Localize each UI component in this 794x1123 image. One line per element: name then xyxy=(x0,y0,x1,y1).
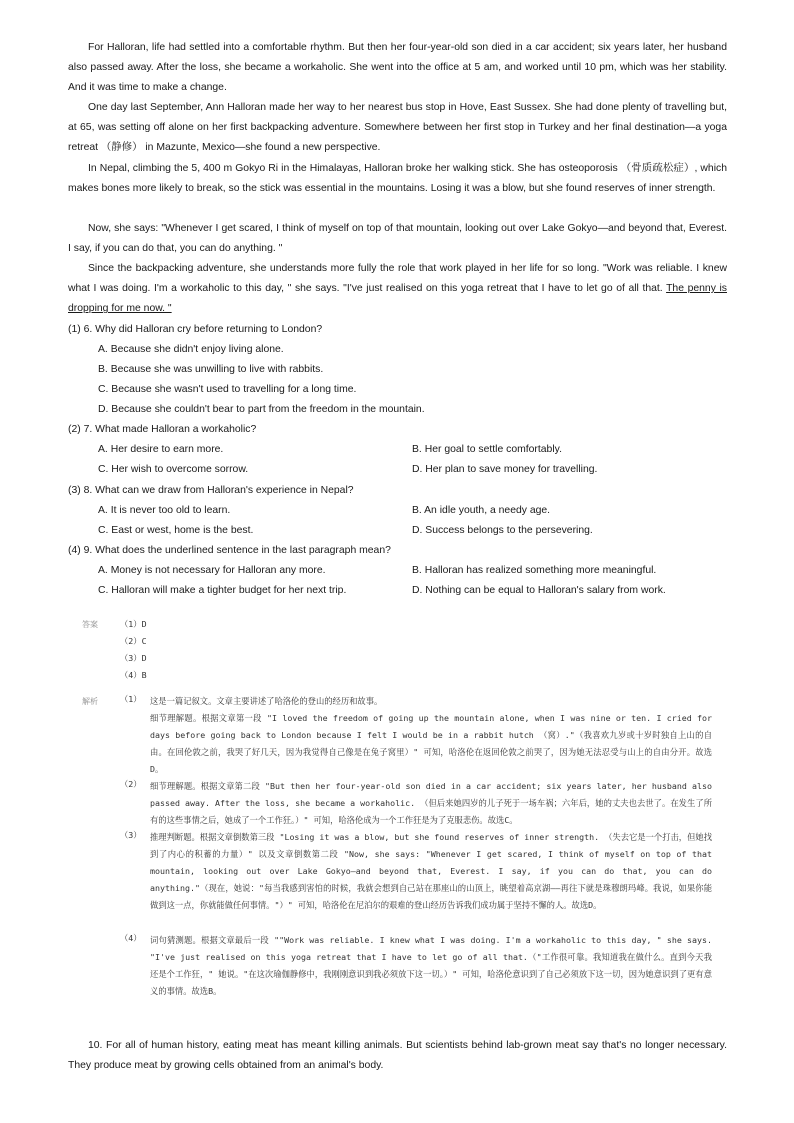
analysis-1-body xyxy=(150,693,712,778)
question-10-passage: 10. For all of human history, eating meat has meant killing animals. But scientists behind lab-grown meat say that's no longer necessary. They produce meat by growing cells obtained from an animal's body. xyxy=(68,1040,727,1072)
question-8-stem: (3) 8. What can we draw from Halloran's experience in Nepal? xyxy=(68,485,354,496)
question-8-option-d: D. Success belongs to the persevering. xyxy=(412,525,593,536)
analysis-4-body xyxy=(150,932,712,1000)
answer-4: （4）B xyxy=(120,670,147,680)
analysis-3-line-1: 推理判断题。根据文章倒数第三段 "Losing it was a blow, but she found reserves of inner strength. （失去它是一个打击，但她找到了内心的积蓄的力量）" 以及文章倒数第二段 "Now, she says: "Whenever I get scared, I think of myself on top of that mountain, looking out over Lake Gokyo—and beyond that, Everest. I say, if you can do that, you can do anything."（现在，她说："每当我感到害怕的时候，我就会想到自己站在那座山的山顶上，眺望着高京湖——再往下就是珠穆朗玛峰。我说，如果你能做到这一点，你就能做任何事情。"）" 可知，哈洛伦在尼泊尔的艰难的登山经历告诉我们成功属于坚持不懈的人。故选D。 xyxy=(150,832,712,910)
analysis-label: 解析 xyxy=(82,697,98,706)
analysis-4-number: （4） xyxy=(120,933,142,943)
answer-label: 答案 xyxy=(82,620,98,629)
question-7-stem: (2) 7. What made Halloran a workaholic? xyxy=(68,424,257,435)
analysis-2-line-1: 细节理解题。根据文章第二段 "But then her four-year-old son died in a car accident; six years later, her husband also passed away. After the loss, she became a workaholic. （但后来她四岁的儿子死于一场车祸；六年后，她的丈夫也去世了。在发生了所有的这些事情之后，她成了一个工作狂。）" 可知，哈洛伦成为一个工作狂是为了克服悲伤。故选C。 xyxy=(150,781,712,825)
question-8-option-a: A. It is never too old to learn. xyxy=(98,505,231,516)
analysis-4-line-1: 词句猜测题。根据文章最后一段 ""Work was reliable. I knew what I was doing. I'm a workaholic to this day, " she says. "I've just realised on this yoga retreat that I have to let go of all that.（"工作很可靠。我知道我在做什么。直到今天我还是个工作狂，" 她说。"在这次瑜伽静修中，我刚刚意识到我必须放下这一切。）" 可知，哈洛伦意识到了自己必须放下这一切，因为她意识到了更有意义的事情。故选B。 xyxy=(150,935,712,996)
question-7-option-c: C. Her wish to overcome sorrow. xyxy=(98,464,249,475)
passage-paragraph-2: One day last September, Ann Halloran made her way to her nearest bus stop in Hove, East Sussex. She had done plenty of travelling but, at 65, was setting off alone on her first backpacking adventure. Somewhere between her first stop in Turkey and her final destination—a yoga retreat （静修） in Mazunte, Mexico—she found a new perspective. xyxy=(68,102,727,154)
passage-paragraph-5 xyxy=(68,259,727,320)
paragraph-5-text: Since the backpacking adventure, she understands more fully the role that work played in her life for so long. "Work was reliable. I knew what I was doing. I'm a workaholic to this day, " she says. "I've just realised on this yoga retreat that I have to let go of all that. xyxy=(68,263,727,295)
question-8-option-c: C. East or west, home is the best. xyxy=(98,525,254,536)
answer-2: （2）C xyxy=(120,636,147,646)
question-6-option-b: B. Because she was unwilling to live with rabbits. xyxy=(98,364,324,375)
underlined-sentence: The penny is dropping for me now. " xyxy=(68,283,727,315)
passage-paragraph-3: In Nepal, climbing the 5, 400 m Gokyo Ri in the Himalayas, Halloran broke her walking stick. She has osteoporosis （骨质疏松症）, which makes bones more likely to break, so the stick was essential in the mountains. Losing it was a blow, but she found reserves of inner strength. xyxy=(68,163,727,195)
analysis-2-number: （2） xyxy=(120,779,142,789)
analysis-3-body xyxy=(150,829,712,914)
question-7-option-a: A. Her desire to earn more. xyxy=(98,444,224,455)
question-9-option-b: B. Halloran has realized something more meaningful. xyxy=(412,565,657,576)
passage-paragraph-1: For Halloran, life had settled into a comfortable rhythm. But then her four-year-old son died in a car accident; six years later, her husband also passed away. After the loss, she became a workaholic. She went into the office at 5 am, and worked until 10 pm, which was her stability. And it was time to make a change. xyxy=(68,42,727,94)
analysis-2-body xyxy=(150,778,712,829)
question-6-option-c: C. Because she wasn't used to travelling for a long time. xyxy=(98,384,357,395)
analysis-3-number: （3） xyxy=(120,830,142,840)
question-9-option-d: D. Nothing can be equal to Halloran's salary from work. xyxy=(412,585,666,596)
question-9-option-c: C. Halloran will make a tighter budget for her next trip. xyxy=(98,585,347,596)
analysis-1-line-1: 这是一篇记叙文。文章主要讲述了哈洛伦的登山的经历和故事。 xyxy=(150,696,383,706)
question-7-option-b: B. Her goal to settle comfortably. xyxy=(412,444,562,455)
analysis-1-number: （1） xyxy=(120,694,142,704)
question-6-option-a: A. Because she didn't enjoy living alone. xyxy=(98,344,284,355)
question-9-stem: (4) 9. What does the underlined sentence in the last paragraph mean? xyxy=(68,545,391,556)
analysis-1-line-2: 细节理解题。根据文章第一段 "I loved the freedom of going up the mountain alone, when I was nine or ten. I cried for days before going back to London because I felt I would be in a rabbit hutch （窝）."（我喜欢九岁或十岁时独自上山的自由。在回伦敦之前，我哭了好几天，因为我觉得自己像是在兔子窝里）" 可知，哈洛伦在返回伦敦之前哭了，因为她无法忍受与山上的自由分开。故选D。 xyxy=(150,713,712,774)
answer-3: （3）D xyxy=(120,653,147,663)
passage-paragraph-4: Now, she says: "Whenever I get scared, I think of myself on top of that mountain, looking out over Lake Gokyo—and beyond that, Everest. I say, if you can do that, you can do anything. " xyxy=(68,223,727,255)
question-7-option-d: D. Her plan to save money for travelling. xyxy=(412,464,598,475)
question-8-option-b: B. An idle youth, a needy age. xyxy=(412,505,551,516)
answer-1: （1）D xyxy=(120,619,147,629)
question-6-stem: (1) 6. Why did Halloran cry before returning to London? xyxy=(68,324,323,335)
question-9-option-a: A. Money is not necessary for Halloran any more. xyxy=(98,565,326,576)
question-6-option-d: D. Because she couldn't bear to part from the freedom in the mountain. xyxy=(98,404,425,415)
